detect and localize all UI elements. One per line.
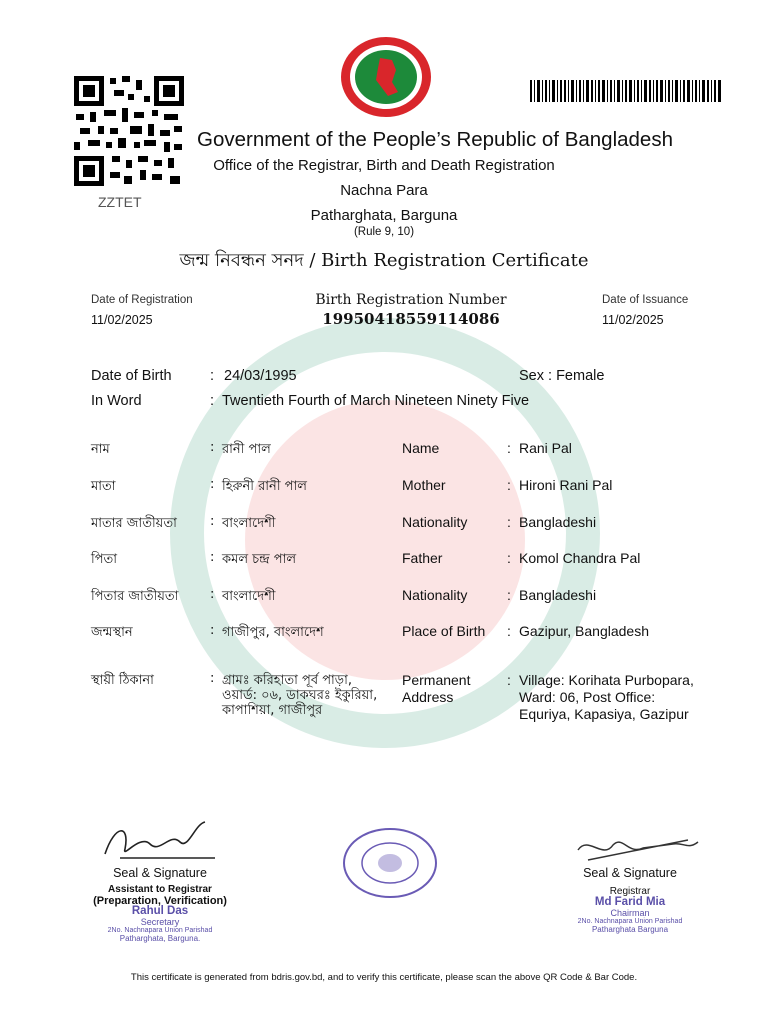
dob-colon: : xyxy=(210,368,215,384)
right-place: Patharghata Barguna xyxy=(591,925,669,934)
address-en-line2: Ward: 06, Post Office: xyxy=(519,689,656,705)
date-issuance-value: 11/02/2025 xyxy=(602,313,664,327)
date-issuance-label: Date of Issuance xyxy=(602,294,689,306)
row-en-colon: : xyxy=(507,550,511,566)
row-en-value: Gazipur, Bangladesh xyxy=(519,623,649,639)
row-en-label: Name xyxy=(402,440,440,456)
left-role: Assistant to Registrar xyxy=(108,884,212,895)
union-parishad-stamp xyxy=(340,826,440,900)
left-seal-label: Seal & Signature xyxy=(113,866,207,880)
left-place: Patharghata, Barguna. xyxy=(119,934,201,943)
row-bn-label: জন্মস্থান xyxy=(91,625,133,640)
date-registration-value: 11/02/2025 xyxy=(91,313,153,327)
registration-number-value: 19950418559114086 xyxy=(322,310,500,328)
row-en-label: Place of Birth xyxy=(402,623,486,639)
rule-reference: (Rule 9, 10) xyxy=(353,226,415,238)
row-en-colon: : xyxy=(507,514,511,530)
location: Patharghata, Barguna xyxy=(310,207,458,224)
row-en-value: Hironi Rani Pal xyxy=(519,477,613,493)
address-bn-colon: : xyxy=(210,671,215,686)
right-role: Registrar xyxy=(609,886,651,897)
government-title: Government of the People’s Republic of Bangladesh xyxy=(197,128,673,151)
union-name: Nachna Para xyxy=(340,182,428,199)
dob-label: Date of Birth xyxy=(91,368,172,384)
inword-colon: : xyxy=(210,393,215,409)
row-bn-colon: : xyxy=(210,587,215,602)
row-bn-label: পিতার জাতীয়তা xyxy=(91,589,179,604)
right-name: Md Farid Mia xyxy=(594,896,666,908)
sex-value: Sex : Female xyxy=(519,368,605,384)
row-en-colon: : xyxy=(507,440,511,456)
row-en-value: Rani Pal xyxy=(519,440,572,456)
address-en-line1: Village: Korihata Purbopara, xyxy=(519,672,694,688)
qr-caption: ZZTET xyxy=(98,194,142,210)
left-org: 2No. Nachnapara Union Parishad xyxy=(107,927,213,934)
address-en-label2: Address xyxy=(402,689,454,705)
row-bn-value: কমল চন্দ্র পাল xyxy=(222,552,297,567)
row-en-colon: : xyxy=(507,477,511,493)
row-bn-value: হিরুনী রানী পাল xyxy=(222,479,307,494)
row-en-colon: : xyxy=(507,587,511,603)
government-emblem-icon xyxy=(340,36,432,118)
row-en-value: Bangladeshi xyxy=(519,587,597,603)
row-bn-label: মাতা xyxy=(91,479,116,494)
address-bn-line1: গ্রামঃ করিহাতা পূর্ব পাড়া, xyxy=(222,673,352,688)
row-en-label: Father xyxy=(402,550,443,566)
date-registration-label: Date of Registration xyxy=(91,294,193,306)
certificate-title: জন্ম নিবন্ধন সনদ / Birth Registration Certificate xyxy=(179,250,589,271)
row-bn-colon: : xyxy=(210,477,215,492)
left-signature xyxy=(100,814,220,870)
dob-value: 24/03/1995 xyxy=(224,368,297,384)
address-en-colon: : xyxy=(507,672,511,688)
address-en-line3: Equriya, Kapasiya, Gazipur xyxy=(519,706,689,722)
row-bn-value: বাংলাদেশী xyxy=(222,516,276,531)
row-en-label: Mother xyxy=(402,477,446,493)
inword-value: Twentieth Fourth of March Nineteen Ninety Five xyxy=(222,393,530,409)
row-en-value: Bangladeshi xyxy=(519,514,597,530)
left-role2: (Preparation, Verification) xyxy=(93,895,227,907)
address-bn-line3: কাপাশিয়া, গাজীপুর xyxy=(222,703,323,718)
row-bn-value: গাজীপুর, বাংলাদেশ xyxy=(222,625,324,640)
left-title: Secretary xyxy=(140,917,180,927)
address-bn-line2: ওয়ার্ড: ০৬, ডাকঘরঃ ইকুরিয়া, xyxy=(222,688,378,703)
right-signature xyxy=(568,830,708,870)
row-bn-colon: : xyxy=(210,550,215,565)
row-en-value: Komol Chandra Pal xyxy=(519,550,641,566)
office-name: Office of the Registrar, Birth and Death Registration xyxy=(213,157,555,174)
right-org: 2No. Nachnapara Union Parishad xyxy=(577,918,683,925)
inword-label: In Word xyxy=(91,393,142,409)
row-bn-value: রানী পাল xyxy=(222,442,271,457)
left-name: Rahul Das xyxy=(131,905,189,917)
footer-note: This certificate is generated from bdris.gov.bd, and to verify this certificate, please scan the above QR Code & Bar Code. xyxy=(130,972,638,983)
row-bn-label: নাম xyxy=(91,442,110,457)
barcode xyxy=(530,80,722,102)
row-en-label: Nationality xyxy=(402,514,468,530)
row-bn-label: পিতা xyxy=(91,552,118,567)
row-bn-colon: : xyxy=(210,440,215,455)
registration-number-label: Birth Registration Number xyxy=(315,292,507,308)
right-seal-label: Seal & Signature xyxy=(583,866,677,880)
right-title: Chairman xyxy=(610,908,650,918)
row-en-label: Nationality xyxy=(402,587,468,603)
row-bn-value: বাংলাদেশী xyxy=(222,589,276,604)
row-bn-label: মাতার জাতীয়তা xyxy=(91,516,177,531)
row-bn-colon: : xyxy=(210,623,215,638)
row-en-colon: : xyxy=(507,623,511,639)
address-en-label1: Permanent xyxy=(402,672,471,688)
address-bn-label: স্থায়ী ঠিকানা xyxy=(91,673,154,688)
row-bn-colon: : xyxy=(210,514,215,529)
